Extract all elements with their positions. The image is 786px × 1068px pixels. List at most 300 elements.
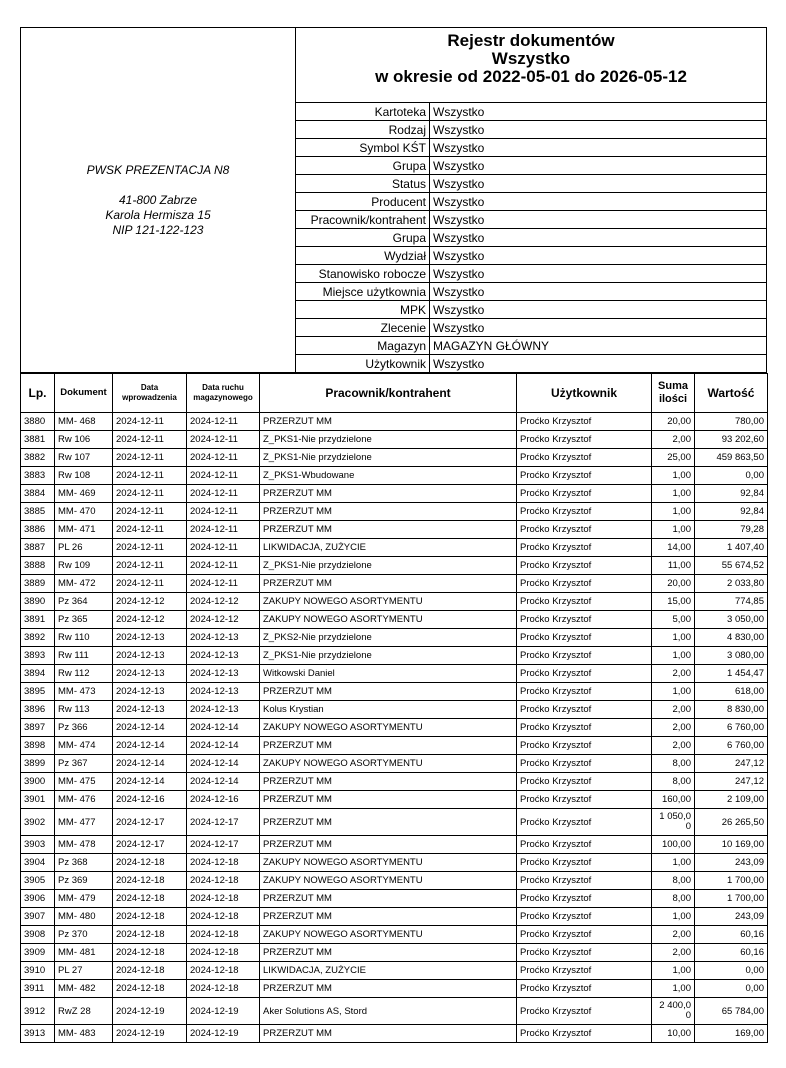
table-row	[21, 629, 768, 647]
cell-kontrahent: PRZERZUT MM	[260, 773, 517, 791]
cell-uzytkownik: Proćko Krzysztof	[517, 926, 652, 944]
cell-dokument: Pz 368	[55, 854, 113, 872]
company-address-city: 41-800 Zabrze	[118, 192, 198, 207]
cell-lp: 3911	[21, 980, 55, 998]
documents-table	[20, 373, 768, 1043]
cell-lp: 3897	[21, 719, 55, 737]
cell-suma: 1,00	[652, 521, 695, 539]
cell-uzytkownik: Proćko Krzysztof	[517, 557, 652, 575]
cell-suma: 1,00	[652, 503, 695, 521]
cell-kontrahent: PRZERZUT MM	[260, 683, 517, 701]
cell-dokument: Rw 108	[55, 467, 113, 485]
cell-data-wprowadzenia: 2024-12-18	[113, 962, 187, 980]
cell-kontrahent: Aker Solutions AS, Stord	[260, 998, 517, 1025]
cell-data-wprowadzenia: 2024-12-18	[113, 926, 187, 944]
cell-suma: 2,00	[652, 737, 695, 755]
filter-row	[296, 193, 766, 211]
table-row	[21, 593, 768, 611]
table-row	[21, 449, 768, 467]
cell-kontrahent: Z_PKS1-Nie przydzielone	[260, 557, 517, 575]
col-lp: Lp.	[21, 374, 55, 413]
cell-data-ruchu: 2024-12-13	[187, 647, 260, 665]
cell-suma: 160,00	[652, 791, 695, 809]
cell-data-ruchu: 2024-12-18	[187, 962, 260, 980]
cell-wartosc: 247,12	[695, 773, 768, 791]
cell-data-ruchu: 2024-12-18	[187, 980, 260, 998]
table-row	[21, 773, 768, 791]
table-row	[21, 962, 768, 980]
cell-dokument: Pz 364	[55, 593, 113, 611]
table-row	[21, 467, 768, 485]
cell-lp: 3888	[21, 557, 55, 575]
title-line-3: w okresie od 2022-05-01 do 2026-05-12	[375, 67, 687, 86]
cell-lp: 3906	[21, 890, 55, 908]
cell-data-ruchu: 2024-12-13	[187, 701, 260, 719]
cell-uzytkownik: Proćko Krzysztof	[517, 962, 652, 980]
cell-data-ruchu: 2024-12-14	[187, 773, 260, 791]
cell-wartosc: 169,00	[695, 1025, 768, 1043]
filter-key: Symbol KŚT	[296, 139, 430, 157]
cell-kontrahent: PRZERZUT MM	[260, 890, 517, 908]
cell-data-ruchu: 2024-12-11	[187, 575, 260, 593]
table-row	[21, 998, 768, 1025]
cell-uzytkownik: Proćko Krzysztof	[517, 431, 652, 449]
cell-suma: 1,00	[652, 485, 695, 503]
cell-suma: 20,00	[652, 413, 695, 431]
table-row	[21, 926, 768, 944]
cell-uzytkownik: Proćko Krzysztof	[517, 503, 652, 521]
table-row	[21, 809, 768, 836]
cell-uzytkownik: Proćko Krzysztof	[517, 629, 652, 647]
cell-suma: 8,00	[652, 773, 695, 791]
filter-key: Wydział	[296, 247, 430, 265]
cell-wartosc: 243,09	[695, 908, 768, 926]
cell-lp: 3880	[21, 413, 55, 431]
table-row	[21, 854, 768, 872]
cell-suma: 8,00	[652, 755, 695, 773]
cell-data-ruchu: 2024-12-13	[187, 665, 260, 683]
table-row	[21, 1025, 768, 1043]
filter-row	[296, 157, 766, 175]
cell-wartosc: 65 784,00	[695, 998, 768, 1025]
cell-lp: 3905	[21, 872, 55, 890]
cell-uzytkownik: Proćko Krzysztof	[517, 701, 652, 719]
table-row	[21, 539, 768, 557]
company-name: PWSK PREZENTACJA N8	[86, 162, 230, 177]
filter-row	[296, 121, 766, 139]
cell-kontrahent: PRZERZUT MM	[260, 485, 517, 503]
cell-dokument: Pz 367	[55, 755, 113, 773]
cell-suma: 2,00	[652, 926, 695, 944]
filter-table	[296, 103, 766, 372]
table-row	[21, 413, 768, 431]
filter-key: Zlecenie	[296, 319, 430, 337]
cell-wartosc: 92,84	[695, 503, 768, 521]
cell-kontrahent: Z_PKS1-Wbudowane	[260, 467, 517, 485]
cell-wartosc: 3 080,00	[695, 647, 768, 665]
cell-dokument: Rw 107	[55, 449, 113, 467]
table-row	[21, 872, 768, 890]
cell-data-ruchu: 2024-12-17	[187, 809, 260, 836]
cell-wartosc: 0,00	[695, 467, 768, 485]
filter-row	[296, 103, 766, 121]
cell-dokument: PL 27	[55, 962, 113, 980]
cell-suma: 2 400,00	[652, 998, 695, 1025]
filter-key: Magazyn	[296, 337, 430, 355]
cell-wartosc: 4 830,00	[695, 629, 768, 647]
filter-row	[296, 247, 766, 265]
title-line-2: Wszystko	[491, 49, 571, 68]
cell-kontrahent: PRZERZUT MM	[260, 791, 517, 809]
cell-dokument: MM- 469	[55, 485, 113, 503]
table-row	[21, 719, 768, 737]
cell-wartosc: 6 760,00	[695, 737, 768, 755]
cell-kontrahent: ZAKUPY NOWEGO ASORTYMENTU	[260, 719, 517, 737]
cell-kontrahent: PRZERZUT MM	[260, 575, 517, 593]
cell-data-ruchu: 2024-12-12	[187, 593, 260, 611]
filter-key: Rodzaj	[296, 121, 430, 139]
cell-lp: 3909	[21, 944, 55, 962]
cell-lp: 3908	[21, 926, 55, 944]
table-row	[21, 890, 768, 908]
cell-uzytkownik: Proćko Krzysztof	[517, 773, 652, 791]
cell-dokument: MM- 472	[55, 575, 113, 593]
cell-wartosc: 618,00	[695, 683, 768, 701]
col-kontrahent: Pracownik/kontrahent	[260, 374, 517, 413]
cell-data-wprowadzenia: 2024-12-11	[113, 575, 187, 593]
table-row	[21, 737, 768, 755]
cell-wartosc: 60,16	[695, 926, 768, 944]
table-header-row	[21, 374, 768, 413]
cell-kontrahent: PRZERZUT MM	[260, 1025, 517, 1043]
cell-suma: 1,00	[652, 467, 695, 485]
filter-value: MAGAZYN GŁÓWNY	[430, 337, 767, 355]
cell-uzytkownik: Proćko Krzysztof	[517, 908, 652, 926]
cell-lp: 3912	[21, 998, 55, 1025]
filter-value: Wszystko	[430, 211, 767, 229]
cell-dokument: PL 26	[55, 539, 113, 557]
cell-dokument: MM- 473	[55, 683, 113, 701]
cell-dokument: Rw 109	[55, 557, 113, 575]
cell-uzytkownik: Proćko Krzysztof	[517, 836, 652, 854]
cell-lp: 3904	[21, 854, 55, 872]
table-row	[21, 944, 768, 962]
cell-suma: 25,00	[652, 449, 695, 467]
filter-value: Wszystko	[430, 157, 767, 175]
cell-lp: 3881	[21, 431, 55, 449]
cell-lp: 3885	[21, 503, 55, 521]
cell-uzytkownik: Proćko Krzysztof	[517, 593, 652, 611]
filter-key: Status	[296, 175, 430, 193]
cell-data-ruchu: 2024-12-18	[187, 872, 260, 890]
cell-dokument: Rw 110	[55, 629, 113, 647]
cell-uzytkownik: Proćko Krzysztof	[517, 944, 652, 962]
cell-data-ruchu: 2024-12-11	[187, 467, 260, 485]
cell-data-ruchu: 2024-12-13	[187, 629, 260, 647]
filter-key: MPK	[296, 301, 430, 319]
cell-uzytkownik: Proćko Krzysztof	[517, 1025, 652, 1043]
cell-suma: 8,00	[652, 890, 695, 908]
cell-data-ruchu: 2024-12-11	[187, 503, 260, 521]
cell-data-ruchu: 2024-12-19	[187, 1025, 260, 1043]
cell-data-wprowadzenia: 2024-12-11	[113, 503, 187, 521]
cell-suma: 1,00	[652, 962, 695, 980]
cell-uzytkownik: Proćko Krzysztof	[517, 611, 652, 629]
cell-suma: 1,00	[652, 908, 695, 926]
cell-data-ruchu: 2024-12-17	[187, 836, 260, 854]
title-line-1: Rejestr dokumentów	[447, 31, 615, 50]
table-row	[21, 521, 768, 539]
table-row	[21, 557, 768, 575]
cell-lp: 3884	[21, 485, 55, 503]
filter-key: Producent	[296, 193, 430, 211]
cell-data-wprowadzenia: 2024-12-11	[113, 557, 187, 575]
cell-wartosc: 0,00	[695, 980, 768, 998]
filter-key: Pracownik/kontrahent	[296, 211, 430, 229]
cell-kontrahent: Z_PKS1-Nie przydzielone	[260, 449, 517, 467]
cell-data-wprowadzenia: 2024-12-14	[113, 755, 187, 773]
cell-suma: 2,00	[652, 431, 695, 449]
filter-row	[296, 265, 766, 283]
cell-lp: 3901	[21, 791, 55, 809]
cell-uzytkownik: Proćko Krzysztof	[517, 890, 652, 908]
report-header	[20, 27, 767, 373]
cell-data-wprowadzenia: 2024-12-14	[113, 773, 187, 791]
cell-lp: 3889	[21, 575, 55, 593]
cell-suma: 2,00	[652, 701, 695, 719]
cell-uzytkownik: Proćko Krzysztof	[517, 413, 652, 431]
cell-kontrahent: PRZERZUT MM	[260, 980, 517, 998]
cell-dokument: Rw 113	[55, 701, 113, 719]
cell-kontrahent: PRZERZUT MM	[260, 737, 517, 755]
cell-data-ruchu: 2024-12-11	[187, 449, 260, 467]
cell-uzytkownik: Proćko Krzysztof	[517, 485, 652, 503]
cell-dokument: RwZ 28	[55, 998, 113, 1025]
filter-value: Wszystko	[430, 265, 767, 283]
table-row	[21, 701, 768, 719]
cell-uzytkownik: Proćko Krzysztof	[517, 575, 652, 593]
cell-kontrahent: Z_PKS1-Nie przydzielone	[260, 647, 517, 665]
cell-data-wprowadzenia: 2024-12-19	[113, 998, 187, 1025]
cell-lp: 3913	[21, 1025, 55, 1043]
cell-data-ruchu: 2024-12-18	[187, 854, 260, 872]
table-row	[21, 836, 768, 854]
cell-dokument: MM- 478	[55, 836, 113, 854]
cell-dokument: Rw 106	[55, 431, 113, 449]
cell-data-ruchu: 2024-12-11	[187, 521, 260, 539]
cell-lp: 3895	[21, 683, 55, 701]
cell-data-wprowadzenia: 2024-12-13	[113, 683, 187, 701]
cell-data-ruchu: 2024-12-14	[187, 737, 260, 755]
cell-suma: 100,00	[652, 836, 695, 854]
cell-data-wprowadzenia: 2024-12-17	[113, 836, 187, 854]
cell-lp: 3886	[21, 521, 55, 539]
report-title	[296, 28, 766, 103]
cell-lp: 3910	[21, 962, 55, 980]
cell-kontrahent: ZAKUPY NOWEGO ASORTYMENTU	[260, 755, 517, 773]
cell-uzytkownik: Proćko Krzysztof	[517, 998, 652, 1025]
cell-lp: 3892	[21, 629, 55, 647]
table-row	[21, 791, 768, 809]
cell-data-ruchu: 2024-12-11	[187, 539, 260, 557]
cell-lp: 3902	[21, 809, 55, 836]
cell-wartosc: 243,09	[695, 854, 768, 872]
cell-lp: 3882	[21, 449, 55, 467]
company-address-street: Karola Hermisza 15	[105, 207, 211, 222]
cell-data-wprowadzenia: 2024-12-13	[113, 629, 187, 647]
filter-row	[296, 175, 766, 193]
cell-data-wprowadzenia: 2024-12-11	[113, 485, 187, 503]
filter-row	[296, 229, 766, 247]
filter-key: Grupa	[296, 157, 430, 175]
table-row	[21, 485, 768, 503]
table-row	[21, 503, 768, 521]
cell-suma: 1,00	[652, 647, 695, 665]
filter-row	[296, 301, 766, 319]
cell-suma: 1,00	[652, 683, 695, 701]
cell-kontrahent: ZAKUPY NOWEGO ASORTYMENTU	[260, 593, 517, 611]
cell-wartosc: 6 760,00	[695, 719, 768, 737]
cell-lp: 3898	[21, 737, 55, 755]
cell-uzytkownik: Proćko Krzysztof	[517, 872, 652, 890]
cell-uzytkownik: Proćko Krzysztof	[517, 854, 652, 872]
cell-dokument: Pz 369	[55, 872, 113, 890]
cell-suma: 1,00	[652, 980, 695, 998]
filter-value: Wszystko	[430, 121, 767, 139]
cell-dokument: Pz 366	[55, 719, 113, 737]
cell-uzytkownik: Proćko Krzysztof	[517, 683, 652, 701]
table-row	[21, 755, 768, 773]
cell-lp: 3896	[21, 701, 55, 719]
cell-suma: 1 050,00	[652, 809, 695, 836]
cell-data-wprowadzenia: 2024-12-14	[113, 719, 187, 737]
cell-dokument: Pz 370	[55, 926, 113, 944]
cell-dokument: MM- 480	[55, 908, 113, 926]
filter-key: Użytkownik	[296, 355, 430, 373]
cell-wartosc: 2 109,00	[695, 791, 768, 809]
col-dokument: Dokument	[55, 374, 113, 413]
cell-suma: 1,00	[652, 854, 695, 872]
cell-wartosc: 26 265,50	[695, 809, 768, 836]
cell-data-ruchu: 2024-12-12	[187, 611, 260, 629]
cell-uzytkownik: Proćko Krzysztof	[517, 809, 652, 836]
cell-kontrahent: Kolus Krystian	[260, 701, 517, 719]
company-nip: NIP 121-122-123	[112, 222, 204, 237]
filter-value: Wszystko	[430, 103, 767, 121]
table-row	[21, 908, 768, 926]
filter-row	[296, 337, 766, 355]
cell-dokument: MM- 477	[55, 809, 113, 836]
cell-data-ruchu: 2024-12-13	[187, 683, 260, 701]
cell-wartosc: 0,00	[695, 962, 768, 980]
cell-wartosc: 10 169,00	[695, 836, 768, 854]
filter-value: Wszystko	[430, 283, 767, 301]
cell-wartosc: 8 830,00	[695, 701, 768, 719]
cell-lp: 3894	[21, 665, 55, 683]
cell-lp: 3883	[21, 467, 55, 485]
report-page	[20, 27, 767, 1043]
cell-wartosc: 60,16	[695, 944, 768, 962]
cell-data-ruchu: 2024-12-14	[187, 755, 260, 773]
col-suma-ilosci: Suma ilości	[652, 374, 695, 413]
cell-data-wprowadzenia: 2024-12-12	[113, 611, 187, 629]
cell-suma: 10,00	[652, 1025, 695, 1043]
filter-key: Kartoteka	[296, 103, 430, 121]
cell-data-wprowadzenia: 2024-12-11	[113, 413, 187, 431]
cell-data-wprowadzenia: 2024-12-18	[113, 908, 187, 926]
cell-uzytkownik: Proćko Krzysztof	[517, 665, 652, 683]
col-data-ruchu: Data ruchu magazynowego	[187, 374, 260, 413]
cell-data-ruchu: 2024-12-11	[187, 413, 260, 431]
filter-row	[296, 211, 766, 229]
cell-uzytkownik: Proćko Krzysztof	[517, 539, 652, 557]
cell-wartosc: 1 700,00	[695, 890, 768, 908]
cell-data-ruchu: 2024-12-18	[187, 908, 260, 926]
filter-value: Wszystko	[433, 356, 485, 371]
company-info	[21, 28, 296, 373]
cell-suma: 11,00	[652, 557, 695, 575]
cell-lp: 3887	[21, 539, 55, 557]
cell-kontrahent: PRZERZUT MM	[260, 836, 517, 854]
cell-data-wprowadzenia: 2024-12-11	[113, 521, 187, 539]
cell-wartosc: 1 454,47	[695, 665, 768, 683]
cell-data-wprowadzenia: 2024-12-11	[113, 539, 187, 557]
cell-kontrahent: ZAKUPY NOWEGO ASORTYMENTU	[260, 872, 517, 890]
cell-suma: 14,00	[652, 539, 695, 557]
filter-row	[296, 355, 766, 373]
filter-value: Wszystko	[430, 319, 767, 337]
cell-data-wprowadzenia: 2024-12-18	[113, 872, 187, 890]
cell-wartosc: 2 033,80	[695, 575, 768, 593]
cell-data-ruchu: 2024-12-14	[187, 719, 260, 737]
cell-suma: 2,00	[652, 719, 695, 737]
cell-lp: 3900	[21, 773, 55, 791]
cell-kontrahent: PRZERZUT MM	[260, 413, 517, 431]
col-uzytkownik: Użytkownik	[517, 374, 652, 413]
cell-lp: 3903	[21, 836, 55, 854]
cell-uzytkownik: Proćko Krzysztof	[517, 449, 652, 467]
cell-suma: 8,00	[652, 872, 695, 890]
col-wartosc: Wartość	[695, 374, 768, 413]
filter-value: Wszystko	[430, 175, 767, 193]
cell-wartosc: 1 407,40	[695, 539, 768, 557]
cell-suma: 1,00	[652, 629, 695, 647]
cell-kontrahent: PRZERZUT MM	[260, 521, 517, 539]
cell-data-ruchu: 2024-12-11	[187, 557, 260, 575]
cell-data-ruchu: 2024-12-18	[187, 926, 260, 944]
cell-suma: 15,00	[652, 593, 695, 611]
cell-data-ruchu: 2024-12-19	[187, 998, 260, 1025]
cell-wartosc: 1 700,00	[695, 872, 768, 890]
cell-dokument: MM- 476	[55, 791, 113, 809]
cell-kontrahent: ZAKUPY NOWEGO ASORTYMENTU	[260, 854, 517, 872]
filter-key: Stanowisko robocze	[296, 265, 430, 283]
filter-value: Wszystko	[430, 193, 767, 211]
cell-kontrahent: PRZERZUT MM	[260, 944, 517, 962]
filter-value: Wszystko	[430, 139, 767, 157]
cell-data-wprowadzenia: 2024-12-18	[113, 854, 187, 872]
cell-kontrahent: Witkowski Daniel	[260, 665, 517, 683]
cell-wartosc: 459 863,50	[695, 449, 768, 467]
cell-data-wprowadzenia: 2024-12-12	[113, 593, 187, 611]
cell-wartosc: 55 674,52	[695, 557, 768, 575]
filter-key: Miejsce użytkownia	[296, 283, 430, 301]
cell-data-wprowadzenia: 2024-12-13	[113, 665, 187, 683]
filter-value: Wszystko	[430, 301, 767, 319]
cell-dokument: MM- 481	[55, 944, 113, 962]
cell-dokument: MM- 483	[55, 1025, 113, 1043]
cell-uzytkownik: Proćko Krzysztof	[517, 719, 652, 737]
